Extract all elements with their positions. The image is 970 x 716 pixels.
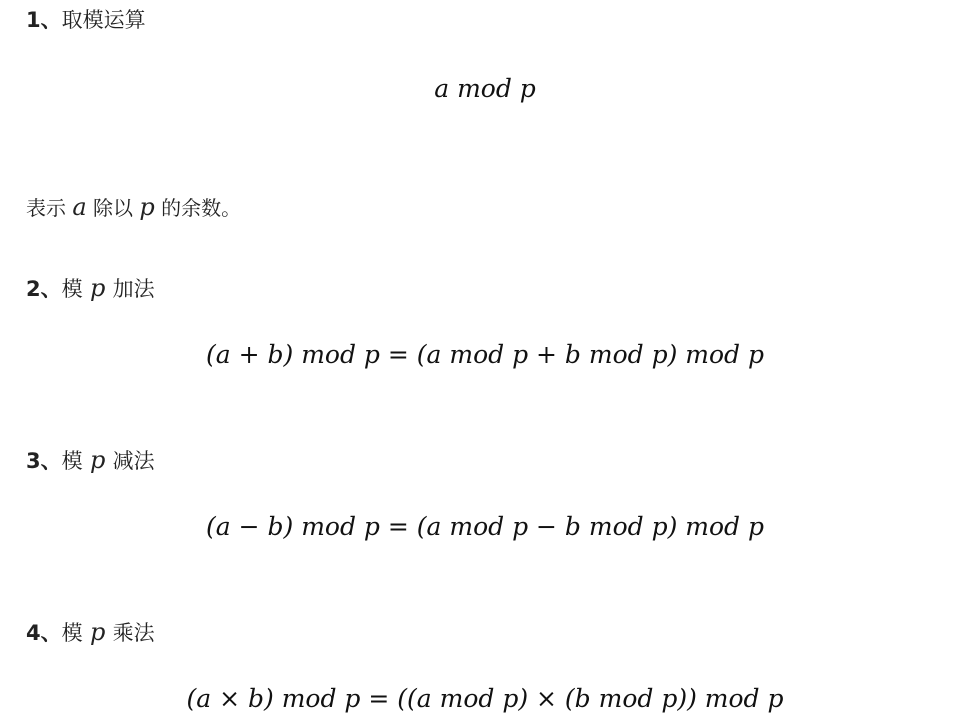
description-paragraph [26,195,241,219]
heading-title: 模 [61,621,83,645]
formula-modulo: a mod p [434,74,536,103]
heading-number: 1、 [26,8,62,32]
heading-modular-addition [26,276,155,300]
heading-var-p: p [89,446,106,474]
heading-modular-subtraction [26,448,155,472]
heading-number: 4、 [26,621,62,645]
heading-title: 模 [61,449,83,473]
formula-modular-subtraction: (a − b) mod p = (a mod p − b mod p) mod p [206,512,764,541]
description-var-p: p [139,193,155,221]
description-middle: 除以 [93,196,134,220]
description-suffix: 的余数。 [161,196,242,220]
heading-title: 取模运算 [61,8,146,32]
description-var-a: a [72,193,87,221]
heading-title: 模 [61,277,83,301]
heading-tail: 乘法 [112,621,155,645]
heading-tail: 加法 [112,277,155,301]
heading-number: 3、 [26,449,62,473]
heading-var-p: p [89,274,106,302]
heading-number: 2、 [26,277,62,301]
formula-modular-addition: (a + b) mod p = (a mod p + b mod p) mod p [206,340,764,369]
heading-modular-multiplication [26,620,155,644]
heading-tail: 减法 [112,449,155,473]
heading-modulo-operation [26,10,146,31]
formula-modular-multiplication: (a × b) mod p = ((a mod p) × (b mod p)) mod p [186,684,784,713]
description-prefix: 表示 [26,196,66,220]
heading-var-p: p [89,618,106,646]
